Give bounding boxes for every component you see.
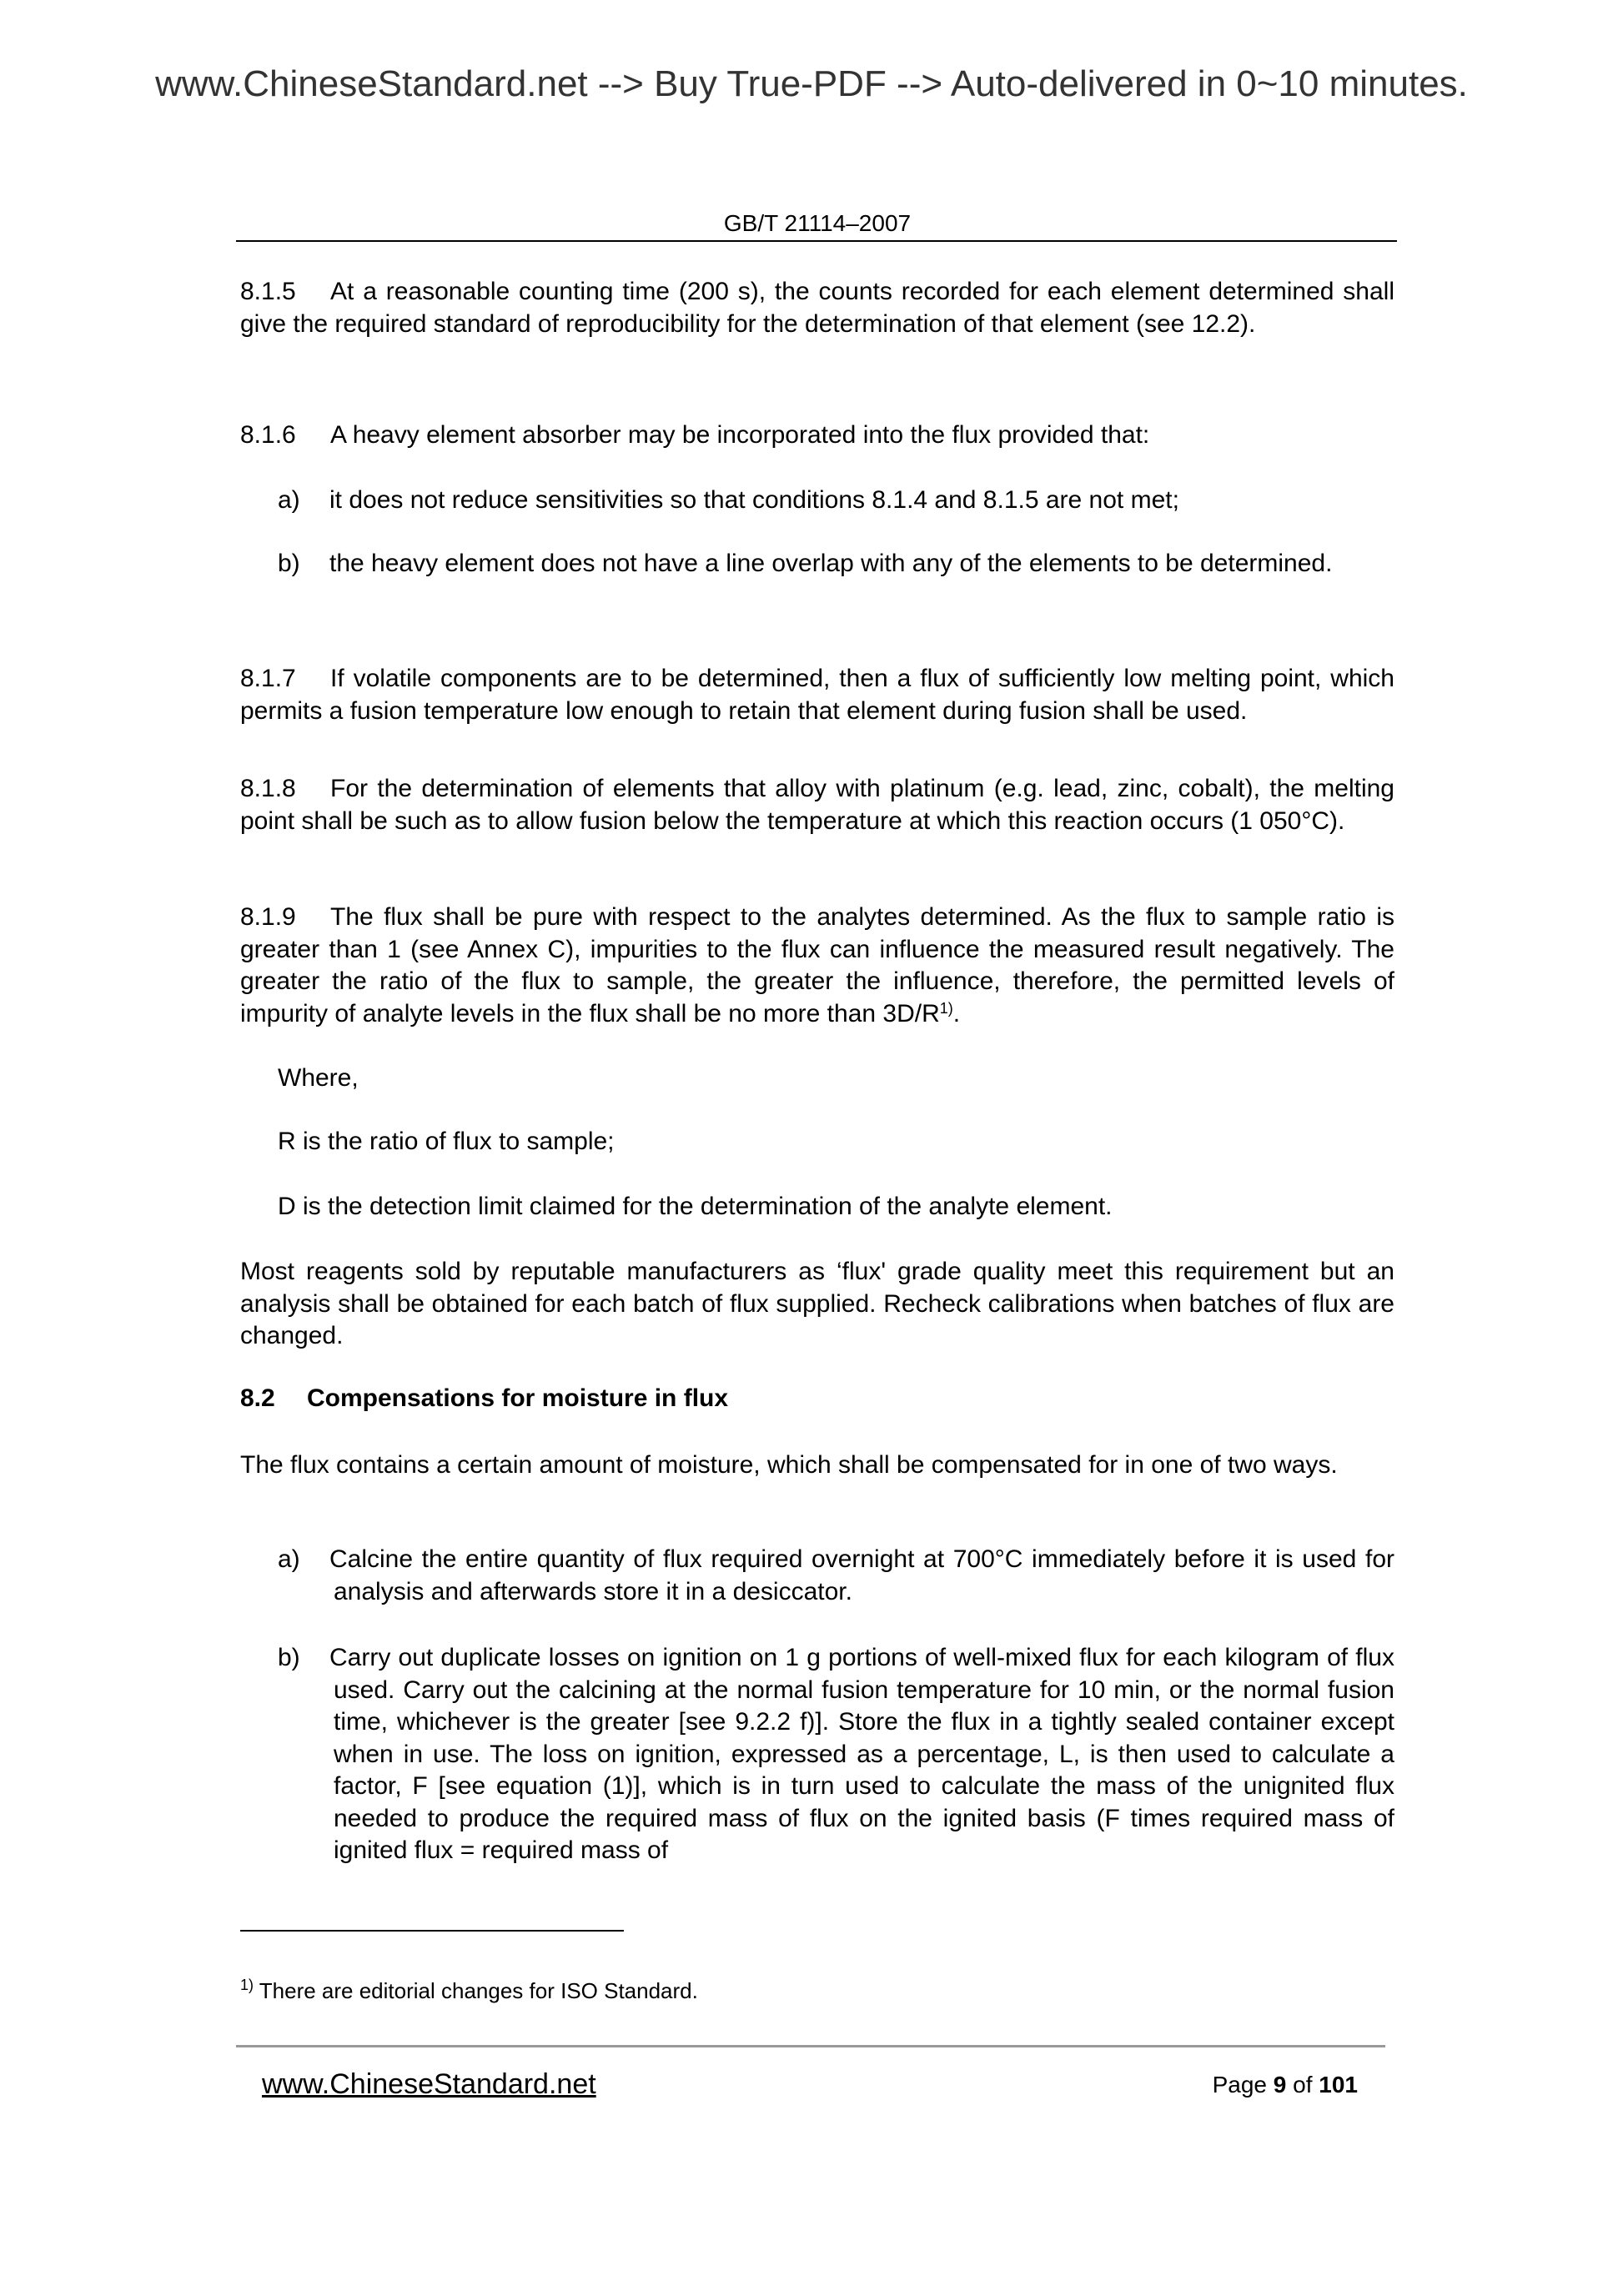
list-text: it does not reduce sensitivities so that conditions 8.1.4 and 8.1.5 are not met; — [329, 486, 1179, 514]
list-item — [278, 548, 1394, 580]
reagents-paragraph: Most reagents sold by reputable manufacturers as ‘flux' grade quality meet this requirement but an analysis shall be obtained for each batch of flux supplied. Recheck calibrations when batches of flux are changed. — [240, 1258, 1394, 1349]
clause-number: 8.1.5 — [240, 278, 296, 305]
clause-number: 8.1.6 — [240, 421, 296, 449]
clause-8-1-6 — [240, 420, 1394, 452]
clause-number: 8.1.8 — [240, 775, 296, 802]
clause-text: A heavy element absorber may be incorporated into the flux provided that: — [330, 421, 1150, 449]
clause-8-1-9 — [240, 902, 1394, 1030]
list-text: Calcine the entire quantity of flux required overnight at 700°C immediately before it is used for analysis and afterwards store it in a desiccator. — [329, 1545, 1394, 1605]
footnote-text: There are editorial changes for ISO Standard. — [259, 1978, 698, 2003]
list-item — [278, 485, 1394, 517]
page-label: Page — [1212, 2072, 1267, 2098]
where-d: D is the detection limit claimed for the determination of the analyte element. — [278, 1193, 1113, 1220]
clause-number: 8.1.9 — [240, 903, 296, 931]
clause-number: 8.1.7 — [240, 665, 296, 692]
clause-text: If volatile components are to be determined, then a flux of sufficiently low melting point, which permits a fusion temperature low enough to retain that element during fusion shall be used. — [240, 665, 1394, 725]
section-number: 8.2 — [240, 1384, 275, 1412]
list-label: a) — [278, 486, 300, 514]
page-indicator — [1213, 2072, 1358, 2098]
footnote-mark: 1) — [240, 1977, 254, 1993]
list-text: the heavy element does not have a line overlap with any of the elements to be determined. — [329, 550, 1333, 577]
where-r: R is the ratio of flux to sample; — [278, 1128, 615, 1155]
footer-rule — [236, 2045, 1385, 2047]
page-number: 9 — [1273, 2072, 1287, 2098]
list-label: a) — [278, 1545, 300, 1573]
list-item — [278, 1642, 1394, 1867]
header-rule — [236, 240, 1397, 242]
footer-link[interactable]: www.ChineseStandard.net — [262, 2068, 596, 2100]
list-label: b) — [278, 550, 300, 577]
footnote-rule — [240, 1930, 624, 1932]
moisture-paragraph: The flux contains a certain amount of moisture, which shall be compensated for in one of two ways. — [240, 1451, 1338, 1479]
clause-text: The flux shall be pure with respect to the analytes determined. As the flux to sample ratio is greater than 1 (see Annex C), impurities to the flux can influence the measured result negatively. The greater the ratio of the flux to sample, the greater the influence, therefore, the permitted levels of impurity of analyte levels in the flux shall be no more than 3D/R — [240, 903, 1394, 1027]
section-heading — [240, 1383, 728, 1415]
page-total: 101 — [1319, 2072, 1358, 2098]
page-of: of — [1293, 2072, 1313, 2098]
footnote-ref: 1) — [939, 999, 953, 1017]
clause-text: For the determination of elements that alloy with platinum (e.g. lead, zinc, cobalt), the melting point shall be such as to allow fusion below the temperature at which this reaction occurs (1 050°C). — [240, 775, 1394, 835]
where-intro: Where, — [278, 1064, 359, 1092]
standard-number: GB/T 21114–2007 — [723, 210, 912, 236]
clause-8-1-8 — [240, 773, 1394, 837]
footnote — [240, 1978, 698, 2004]
list-text: Carry out duplicate losses on ignition on 1 g portions of well-mixed flux for each kilogram of flux used. Carry out the calcining at the normal fusion temperature for 10 min, or the normal fusion time, whichever is the greater [see 9.2.2 f)]. Store the flux in a tightly sealed container except when in use. The loss on ignition, expressed as a percentage, L, is then used to calculate a factor, F [see equation (1)], which is in turn used to calculate the mass of the unignited flux needed to produce the required mass of flux on the ignited basis (F times required mass of ignited flux = required mass of — [329, 1644, 1394, 1864]
clause-end: . — [952, 999, 961, 1027]
clause-8-1-7 — [240, 663, 1394, 727]
clause-text: At a reasonable counting time (200 s), the counts recorded for each element determined shall give the required standard of reproducibility for the determination of that element (see 12.2). — [240, 278, 1394, 338]
clause-8-1-5 — [240, 276, 1394, 340]
list-label: b) — [278, 1644, 300, 1671]
section-title: Compensations for moisture in flux — [307, 1384, 729, 1412]
list-item — [278, 1544, 1394, 1608]
promo-banner: www.ChineseStandard.net --> Buy True-PDF --> Auto-delivered in 0~10 minutes. — [155, 63, 1468, 104]
